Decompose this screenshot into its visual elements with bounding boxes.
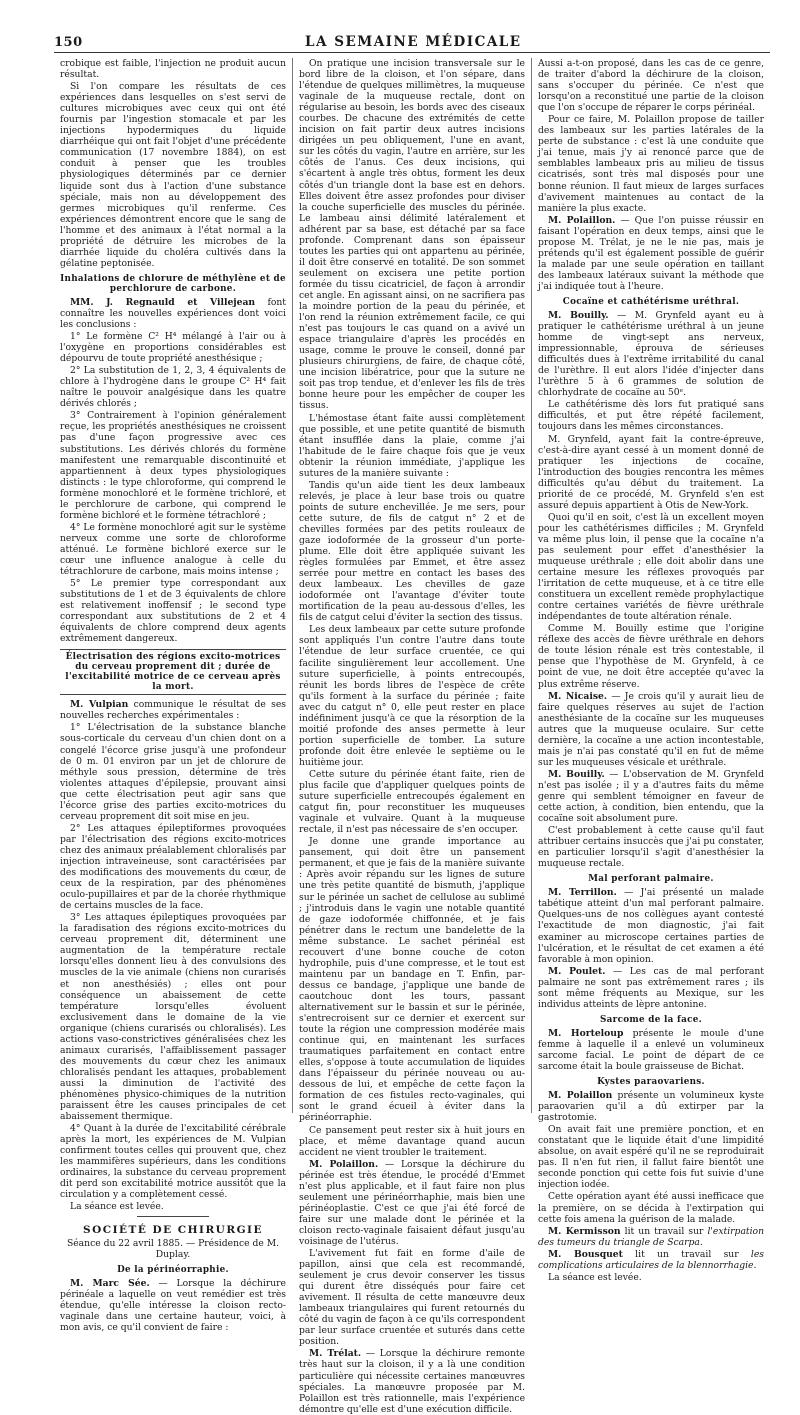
paragraph: Tandis qu'un aide tient les deux lambeaux relevés, je place à leur base trois ou quatre points de suture enchevillée. Je me sers, pour cette suture, de fils de catgut n° 2 et de chevilles formées par des petits rouleaux de gaze iodoformée de la grosseur d'un porte-plume. Elle doit être appliquée suivant les règles formulées par Emmet, et être assez serrée pour mettre en contact les bases des deux lambeaux. Les chevilles de gaze iodoformée ont l'avantage d'éviter toute mortification de la peau au-dessous d'elles, les fils de catgut celui d'éviter la section des tissus.	[299, 479, 525, 624]
paragraph	[538, 966, 764, 1010]
section-title-mal-perforant: Mal perforant palmaire.	[588, 874, 714, 885]
paragraph-text: — Lorsque la déchirure périnéale a laquelle on veut remédier est très étendue, qu'elle intéresse la cloison recto-vaginale dans une certaine hauteur, voici, à mon avis, ce qu'il convient de faire :	[60, 1277, 286, 1333]
paragraph	[538, 1028, 764, 1072]
journal-title: LA SEMAINE MÉDICALE	[305, 34, 522, 50]
paragraph: Cette suture du périnée étant faite, rien de plus facile que d'appliquer quelques points de suture superficielle entrecoupés également en catgut fin, pour reconstituer les muqueuses vaginale et vulvaire. Quant à la muqueuse rectale, il n'est pas nécessaire de s'en occuper.	[299, 769, 525, 836]
paragraph-text: — Lorsque la déchirure du périnée est très étendue, le procédé d'Emmet n'est plus applicable, et il faut faire non plus seulement une périnéorrhaphie, mais bien une périnéoplastie. C'est ce que j'ai été forcé de faire sur une malade dont le périnée et la cloison recto-vaginale faisaient défaut jusqu'au voisinage de l'utérus.	[299, 1158, 526, 1247]
speaker-name: M. Polaillon	[548, 1090, 613, 1102]
section-title-kystes: Kystes paraovariens.	[597, 1077, 705, 1088]
paragraph: L'avivement fut fait en forme d'aile de papillon, ainsi que cela est recommandé, seulement je crus devoir conserver les tissus qui durent être disséqués pour faire cet avivement. Il résulta de cette manœuvre deux lambeaux triangulaires qui furent retournés du côté du vagin de façon à ce qu'ils correspondent par leur surface cruentée et suturés dans cette position.	[299, 1248, 526, 1348]
paragraph-text: — Que l'on puisse réussir en faisant l'opération en deux temps, ainsi que le propose M. Trélat, je ne le nie pas, mais je prétends qu'il est également possible de guérir la malade par une seule opération en taillant des lambeaux latéraux suivant la méthode que j'ai indiquée tout à l'heure.	[538, 214, 764, 292]
paragraph-text: — M. Grynfeld ayant eu à pratiquer le cathétérisme uréthral à un jeune homme de vingt-sept ans nerveux, impressionnable, éprouva de sérieuses difficultés dues à l'extrême irritabilité du canal de l'urèthre. Il eut alors l'idée d'injecter dans l'urèthre 5 à 6 grammes de solution de chlorhydrate de cocaïne au 50ᵉ.	[538, 309, 765, 399]
paragraph: 4° Quant à la durée de l'excitabilité cérébrale après la mort, les expériences de M. Vulpian confirment toutes celles qui prouvent que, chez les mammifères supérieurs, dans les conditions ordinaires, la substance du cerveau proprement dit perd son excitabilité motrice aussitôt que la circulation y a complètement cessé.	[60, 1123, 286, 1201]
paragraph: 3° Les attaques épileptiques provoquées par la faradisation des régions excito-motrices du cerveau proprement dit, déterminent une augmentation de la température rectale lorsqu'elles donnent lieu à des convulsions des muscles de la vie animale (chiens non curarisés et non anesthésiés) ; elles ont pour conséquence un abaissement de cette température lorsqu'elles évoluent exclusivement dans le domaine de la vie organique (chiens curarisés ou chloralisés). Les actions vaso-constrictives généralisées chez les animaux curarisés, l'affaiblissement passager des mouvements du cœur chez les animaux chloralisés pendant les attaques, probablement aussi la diminution de l'activité des phénomènes physico-chimiques de la nutrition paraissent être les causes principales de cet abaissement thermique.	[60, 912, 286, 1123]
paragraph-text: font connaître les nouvelles expériences dont voici les conclusions :	[60, 296, 286, 330]
paragraph: Les deux lambeaux par cette suture profonde sont appliqués l'un contre l'autre dans toute l'étendue de leur surface cruentée, ce qui facilite singulièrement leur accollement. Une suture superficielle, à points entrecoupés, réunit les bords libres de l'espèce de crête qu'ils forment à la surface du périnée ; faite avec du catgut n° 0, elle peut rester en place indéfiniment jusqu'à ce que la résorption de la moitié profonde des anses permette à leur portion superficielle de tomber. La suture profonde doit être enlevée le septième ou le huitième jour.	[299, 624, 525, 768]
paragraph-text: lit un travail sur	[620, 1225, 708, 1237]
paragraph: Ce pansement peut rester six à huit jours en place, et même davantage quand aucun accident ne vient troubler le traitement.	[299, 1124, 525, 1158]
paragraph: Le cathétérisme dès lors fut pratiqué sans difficultés, et put être répété facilement, toujours dans les mêmes circonstances.	[538, 399, 764, 433]
paragraph	[60, 699, 286, 721]
speaker-name: M. Vulpian	[70, 699, 129, 711]
paragraph: Pour ce faire, M. Polaillon propose de tailler des lambeaux sur les parties latérales de la perte de substance : c'est là une conduite que j'ai tenue, mais j'y ai renoncé parce que de semblables lambeaux pris au milieu de tissus cicatrisés, sont très mal disposés pour une bonne réunion. Il faut mieux de larges surfaces d'avivement maintenues au contact de la manière la plus exacte.	[538, 114, 764, 214]
paragraph-text: communique le résultat de ses nouvelles recherches expérimentales :	[60, 699, 286, 722]
paragraph: L'hémostase étant faite aussi complètement que possible, et une petite quantité de bismuth étant insufflée dans la plaie, comme j'ai l'habitude de le faire chaque fois que je veux obtenir la réunion immédiate, j'applique les sutures de la manière suivante :	[299, 412, 525, 479]
divider	[137, 1216, 209, 1217]
society-title: SOCIÉTÉ DE CHIRURGIE	[83, 1223, 263, 1236]
speaker-name: MM. J. Regnauld et Villejean	[70, 296, 256, 308]
speaker-name: M. Polaillon.	[309, 1158, 379, 1170]
paragraph	[538, 1249, 764, 1271]
paragraph: 2° La substitution de 1, 2, 3, 4 équivalents de chlore à l'hydrogène dans le groupe C² H⁴ fait naître le pouvoir analgésique dans les quatre dérivés chlorés ;	[60, 365, 286, 410]
section-title-sarcome: Sarcome de la face.	[600, 1014, 702, 1025]
speaker-name: M. Kermisson	[548, 1225, 621, 1237]
paragraph: Si l'on compare les résultats de ces expériences dans lesquelles on s'est servi de cultures microbiques avec ceux qui ont été fournis par l'ingestion stomacale et par les injections hypodermiques du liquide diarrhéique qui ont fait l'objet d'une précédente communication (17 novembre 1884), on est conduit à penser que les troubles physiologiques déterminés par ce dernier liquide sont dus à l'action d'une substance spéciale, mais non au développement des germes microbiques qu'il renferme. Ces expériences démontrent encore que le sang de l'homme et des animaux à l'état normal a la propriété de détruire les microbes de la diarrhée liquide du choléra cultivés dans la gélatine peptonisée.	[60, 81, 286, 269]
paragraph: 1° Le formène C² H⁴ mélangé à l'air ou à l'oxygène en proportions considérables est dépourvu de toute propriété anesthésique ;	[60, 331, 286, 365]
paragraph: On avait fait une première ponction, et en constatant que le liquide était d'une limpidité absolue, on avait espéré qu'il ne se reproduirait pas. Il n'en fut rien, il fallut faire bientôt une seconde ponction qui cette fois fut suivie d'une injection iodée.	[538, 1124, 764, 1191]
paragraph: Je donne une grande importance au pansement, qui doit être un pansement permanent, et que je fais de la manière suivante : Après avoir répandu sur les lignes de suture une très petite quantité de bismuth, j'applique sur le périnée un sachet de cellulose au sublimé ; j'introduis dans le vagin une notable quantité de gaze iodoformée chiffonnée, et je fais pénétrer dans le rectum une bandelette de la même substance. Le sachet périnéal est recouvert d'une bonne couche de coton hydrophile, puis d'une compresse, et le tout est maintenu par un bandage en T. Enfin, par-dessus ce bandage, j'applique une bande de caoutchouc dont les tours, passant alternativement sur le bassin et sur le périnée, s'entrecroisent sur ce dernier et exercent sur toute la région une compression modérée mais continue qui, en maintenant les surfaces traumatiques parfaitement en contact entre elles, s'oppose à toute accumulation de liquides dans l'épaisseur du périnée nouveau ou au-dessous de lui, et empêche de cette façon la formation de ces fistules recto-vaginales, qui sont le grand écueil à éviter dans la périnéorraphie.	[299, 836, 525, 1124]
speaker-name: M. Trélat.	[309, 1348, 362, 1360]
paragraph	[538, 1090, 764, 1123]
paragraph-text: lit un travail sur	[622, 1248, 751, 1260]
speaker-name: M. Terrillon.	[548, 887, 617, 899]
paragraph	[60, 1278, 286, 1333]
paragraph-text: présente un volumineux kyste paraovarien qu'il a dû extirper par la gastrotomie.	[538, 1090, 764, 1124]
speaker-name: M. Marc Sée.	[70, 1277, 150, 1289]
paragraph	[538, 310, 764, 398]
section-title-inhalations: Inhalations de chlorure de méthylène et de perchlorure de carbone.	[60, 273, 286, 294]
paragraph: Aussi a-t-on proposé, dans les cas de ce genre, de traiter d'abord la déchirure de la cloison, sans s'occuper du périnée. Ce n'est que lorsqu'on a reconstitué une partie de la cloison que l'on s'occupe de réparer le corps périnéal.	[538, 58, 764, 114]
paragraph-text: — Je crois qu'il y aurait lieu de faire quelques réserves au sujet de l'action anesthésiante de la cocaïne sur les muqueuses autres que la muqueuse oculaire. Sur cette dernière, la cocaïne a une action incontestable, mais je n'ai pas constaté qu'il en fut de même sur les muqueuses vésicale et uréthrale.	[538, 690, 764, 768]
column-3	[531, 58, 770, 1283]
speaker-name: M. Horteloup	[548, 1027, 624, 1039]
speaker-name: M. Polaillon.	[548, 214, 616, 226]
speaker-name: M. Bouilly.	[548, 309, 609, 321]
paragraph: Quoi qu'il en soit, c'est là un excellent moyen pour les cathétérismes difficiles ; M. Grynfeld va même plus loin, il pense que la cocaïne n'a pas seulement pour effet d'anesthésier la muqueuse uréthrale ; elle doit abolir dans une certaine mesure les réflexes provoqués par l'irritation de cette muqueuse, et à ce titre elle constituera un excellent remède prophylactique contre certaines variétés de fièvre uréthrale indépendantes de toute altération rénale.	[538, 511, 764, 623]
paragraph: La séance est levée.	[70, 1201, 164, 1213]
paragraph	[538, 691, 764, 768]
section-title-perineorraphie: De la périnéorraphie.	[117, 1264, 229, 1275]
paragraph: On pratique une incision transversale sur le bord libre de la cloison, et l'on sépare, dans l'étendue de quelques millimètres, la muqueuse vaginale de la muqueuse rectale, dont on régularise au besoin, les bords avec des ciseaux courbes. De chacune des extrémités de cette incision on fait partir deux autres incisions dirigées un peu obliquement, l'une en avant, sur les côtés du vagin, l'autre en arrière, sur les côtés de l'anus. Ces deux incisions, qui s'écartent à angle très obtus, forment les deux côtés d'un triangle dont la base est en dehors. Elles doivent être assez profondes pour diviser la couche superficielle des muscles du périnée. Le lambeau ainsi délimité latéralement et adhérent par sa base, est détaché par sa face profonde. Comprenant dans son épaisseur toutes les parties qui ont appartenu au périnée, il doit être conservé en totalité. De son sommet seulement on excisera une petite portion formée du tissu cicatriciel, de façon à arrondir cet angle. En agissant ainsi, on ne sacrifiera pas la moindre portion de la peau du périnée, et l'on rend la réunion extrêmement facile, ce qui n'est pas toujours le cas quand on a avivé un espace triangulaire d'après les procédés en usage, comme le prouve le conseil, donné par plusieurs chirurgiens, de faire, de chaque côté, une incision libératrice, pour que la suture ne soit pas trop tendue, et d'enlever les fils de très bonne heure pour les empêcher de couper les tissus.	[299, 58, 525, 412]
paragraph	[538, 887, 764, 964]
paragraph	[538, 1226, 764, 1248]
section-title-cocaine: Cocaïne et cathétérisme uréthral.	[562, 296, 740, 307]
paragraph	[538, 215, 764, 292]
paragraph: 5° Le premier type correspondant aux substitutions de 1 et de 3 équivalents de chlore est relativement inoffensif ; le second type correspondant aux substitutions de 2 et 4 équivalents de chlore comprend deux agents extrêmement dangereux.	[60, 578, 286, 645]
column-2	[292, 58, 531, 1415]
paragraph-text: — Lorsque la déchirure remonte très haut sur la cloison, il y a là une condition particulière qui nécessite certaines manœuvres spéciales. La manœuvre proposée par M. Polaillon est très rationnelle, mais l'expérience démontre qu'elle est d'une exécution difficile.	[299, 1348, 525, 1415]
paragraph	[538, 769, 764, 824]
paragraph: Comme M. Bouilly estime que l'origine réflexe des accès de fièvre uréthrale en dehors de toute lésion rénale est très contestable, il pense que l'hypothèse de M. Grynfeld, à ce point de vue, ne doit être acceptée qu'avec la plus extrême réserve.	[538, 623, 764, 690]
paragraph-text: présente le moule d'une femme à laquelle il a enlevé un volumineux sarcome facial. Le point de départ de ce sarcome était la boule graisseuse de Bichat.	[538, 1027, 764, 1072]
column-1	[54, 58, 292, 1333]
paragraph-text: — L'observation de M. Grynfeld n'est pas isolée ; il y a d'autres faits du même genre qui semblent témoigner en faveur de cette action, à condition, bien entendu, que la cocaïne soit absolument pure.	[538, 768, 764, 825]
session-line: Séance du 22 avril 1885. — Présidence de M. Duplay.	[66, 1237, 280, 1260]
paragraph: La séance est levée.	[548, 1271, 642, 1283]
paper-title: les complications articulaires de la blennorrhagie.	[538, 1248, 764, 1271]
speaker-name: M. Bouilly.	[548, 768, 605, 780]
page-header	[54, 32, 770, 53]
paragraph: C'est probablement à cette cause qu'il faut attribuer certains insuccès que j'ai pu constater, en particulier lorsqu'il s'agit d'anesthésier la muqueuse rectale.	[538, 825, 764, 870]
paragraph	[60, 297, 286, 330]
paragraph-text: — J'ai présenté un malade tabétique atteint d'un mal perforant palmaire. Quelques-uns de nos collègues ayant contesté l'exactitude de mon diagnostic, j'ai fait examiner au microscope certaines parties de l'ulcération, et le résultat de cet examen a été favorable à mon opinion.	[538, 887, 764, 965]
page-number: 150	[54, 34, 83, 50]
paragraph: 2° Les attaques épileptiformes provoquées par l'électrisation des régions excito-motrices chez des animaux préalablement chloralisés par injection intraveineuse, sont caractérisées par des modifications des mouvements du cœur, de ceux de la respiration, par des phénomènes oculo-pupillaires et par de la chorée rhythmique de certains muscles de la face.	[60, 822, 286, 912]
paragraph: 4° Le formène monochloré agit sur le système nerveux comme une sorte de chloroforme atténué. Le formène bichloré exerce sur le cœur une influence analogue à celle du tétrachlorure de carbone, mais moins intense ;	[60, 521, 286, 578]
paper-title: l'extirpation des tumeurs du triangle de Scarpa.	[538, 1225, 764, 1248]
speaker-name: M. Bousquet	[548, 1248, 623, 1260]
speaker-name: M. Nicaise.	[548, 690, 608, 702]
paragraph: 3° Contrairement à l'opinion généralement reçue, les propriétés anesthésiques ne croissent pas d'une façon progressive avec ces substitutions. Les dérivés chlorés du formène manifestent une remarquable discontinuité et appartiennent à deux types physiologiques distincts : le type chloroforme, qui comprend le formène monochloré et le formène trichloré, et le perchlorure de carbone, qui comprend le formène bichloré et le formène tétrachloré ;	[60, 410, 286, 521]
paragraph	[299, 1159, 525, 1247]
columns	[54, 58, 770, 1415]
speaker-name: M. Poulet.	[548, 965, 606, 977]
paragraph	[299, 1348, 525, 1414]
section-title-electrisation: Électrisation des régions excito-motrices du cerveau proprement dit ; durée de l'excitabilité motrice de ce cerveau après la mort.	[60, 649, 286, 695]
paragraph-text: — Les cas de mal perforant palmaire ne sont pas extrêmement rares ; ils sont même fréquents au Mexique, sur les individus atteints de lèpre antonine.	[538, 965, 764, 1010]
paragraph: 1° L'électrisation de la substance blanche sous-corticale du cerveau d'un chien dont on a congelé l'écorce grise jusqu'à une profondeur de 0 m. 01 environ par un jet de chlorure de méthyle sous pression, détermine de très violentes attaques d'épilepsie, prouvant ainsi que cette électrisation peut agir sans que l'écorce grise des parties excito-motrices du cerveau proprement dit soit mise en jeu.	[60, 722, 286, 822]
paragraph: M. Grynfeld, ayant fait la contre-épreuve, c'est-à-dire ayant cessé à un moment donné de pratiquer les injections de cocaïne, l'introduction des bougies rencontra les mêmes difficultés qu'au début du traitement. La priorité de ce procédé, M. Grynfeld s'en est assuré depuis appartient à Otis de New-York.	[538, 433, 764, 511]
paragraph: Cette opération ayant été aussi inefficace que la première, on se décida à l'extirpation qui cette fois amena la guérison de la malade.	[538, 1191, 764, 1225]
paragraph: crobique est faible, l'injection ne produit aucun résultat.	[60, 58, 286, 81]
